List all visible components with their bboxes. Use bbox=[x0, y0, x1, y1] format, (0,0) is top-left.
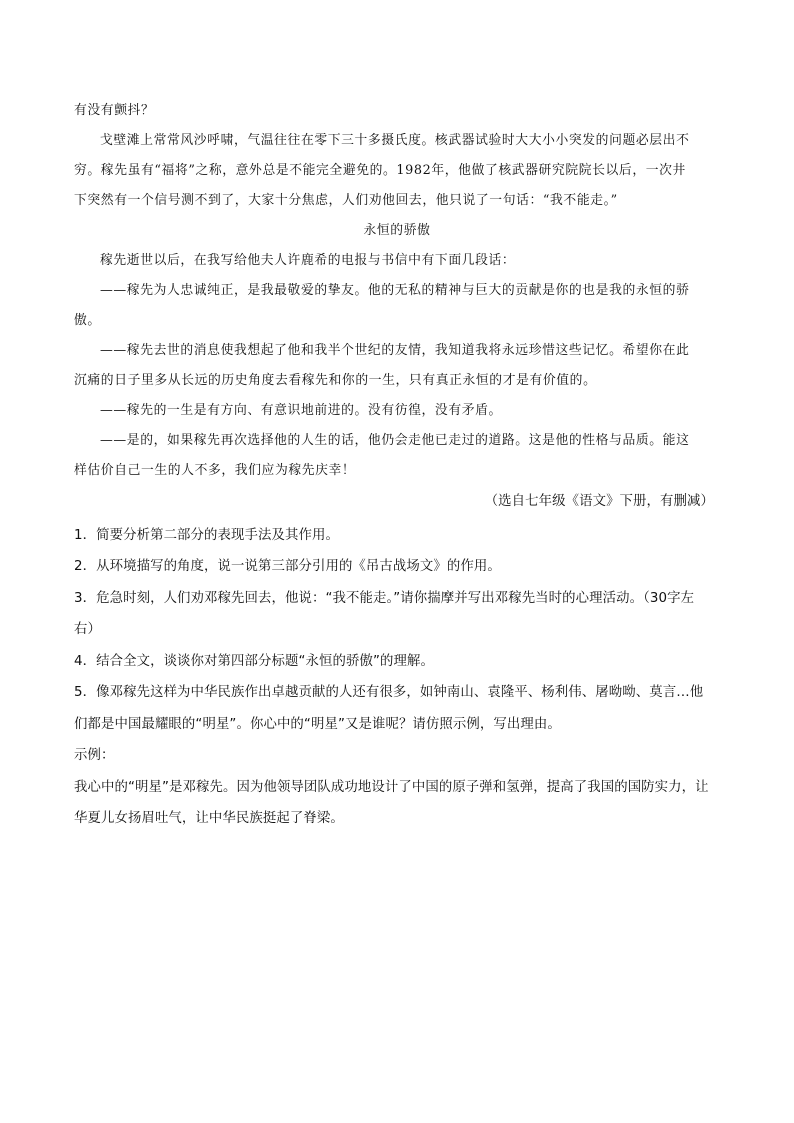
question-1: 1．简要分析第二部分的表现手法及其作用。 bbox=[74, 527, 339, 543]
passage-line: ——稼先去世的消息使我想起了他和我半个世纪的友情，我知道我将永远珍惜这些记忆。希望你在此 bbox=[100, 343, 690, 358]
passage-line: 傲。 bbox=[74, 313, 101, 328]
question-list bbox=[74, 520, 720, 835]
question-3-continued: 右） bbox=[74, 622, 101, 637]
question-4: 4．结合全文，谈谈你对第四部分标题“永恒的骄傲”的理解。 bbox=[74, 653, 434, 669]
section-title: 永恒的骄傲 bbox=[363, 223, 431, 238]
question-2: 2．从环境描写的角度，说一说第三部分引用的《吊古战场文》的作用。 bbox=[74, 559, 501, 574]
passage-line: 穷。稼先虽有“福将”之称，意外总是不能完全避免的。1982年，他做了核武器研究院院长以后，一次井 bbox=[74, 163, 686, 178]
passage-line: 稼先逝世以后，在我写给他夫人许鹿希的电报与书信中有下面几段话： bbox=[100, 253, 516, 268]
document-page bbox=[74, 96, 720, 835]
question-5: 5．像邓稼先这样为中华民族作出卓越贡献的人还有很多，如钟南山、袁隆平、杨利伟、屠呦呦、莫言…他 bbox=[74, 685, 704, 700]
example-label: 示例： bbox=[74, 748, 115, 763]
passage-excerpt bbox=[74, 96, 720, 518]
passage-line: 沉痛的日子里多从长远的历史角度去看稼先和你的一生，只有真正永恒的才是有价值的。 bbox=[74, 373, 597, 388]
passage-line: 下突然有一个信号测不到了，大家十分焦虑，人们劝他回去，他只说了一句话：“我不能走。” bbox=[74, 193, 618, 208]
passage-line: 有没有颤抖？ bbox=[74, 103, 155, 118]
source-citation: （选自七年级《语文》下册，有删减） bbox=[484, 494, 714, 509]
question-3: 3．危急时刻，人们劝邓稼先回去，他说：“我不能走。”请你揣摩并写出邓稼先当时的心理活动。（30字左 bbox=[74, 590, 695, 606]
passage-line: ——是的，如果稼先再次选择他的人生的话，他仍会走他已走过的道路。这是他的性格与品质。能这 bbox=[100, 433, 690, 448]
example-text-continued: 华夏儿女扬眉吐气，让中华民族挺起了脊梁。 bbox=[74, 811, 344, 826]
passage-line: ——稼先的一生是有方向、有意识地前进的。没有彷徨，没有矛盾。 bbox=[100, 403, 502, 418]
passage-line: 戈壁滩上常常风沙呼啸，气温往往在零下三十多摄氏度。核武器试验时大大小小突发的问题必层出不 bbox=[100, 133, 690, 148]
passage-line: 样估价自己一生的人不多，我们应为稼先庆幸！ bbox=[74, 463, 356, 478]
question-5-continued: 们都是中国最耀眼的“明星”。你心中的“明星”又是谁呢？请仿照示例，写出理由。 bbox=[74, 716, 561, 732]
example-text: 我心中的“明星”是邓稼先。因为他领导团队成功地设计了中国的原子弹和氢弹，提高了我国的国防实力，让 bbox=[74, 779, 709, 795]
passage-line: ——稼先为人忠诚纯正，是我最敬爱的挚友。他的无私的精神与巨大的贡献是你的也是我的永恒的骄 bbox=[100, 283, 690, 298]
